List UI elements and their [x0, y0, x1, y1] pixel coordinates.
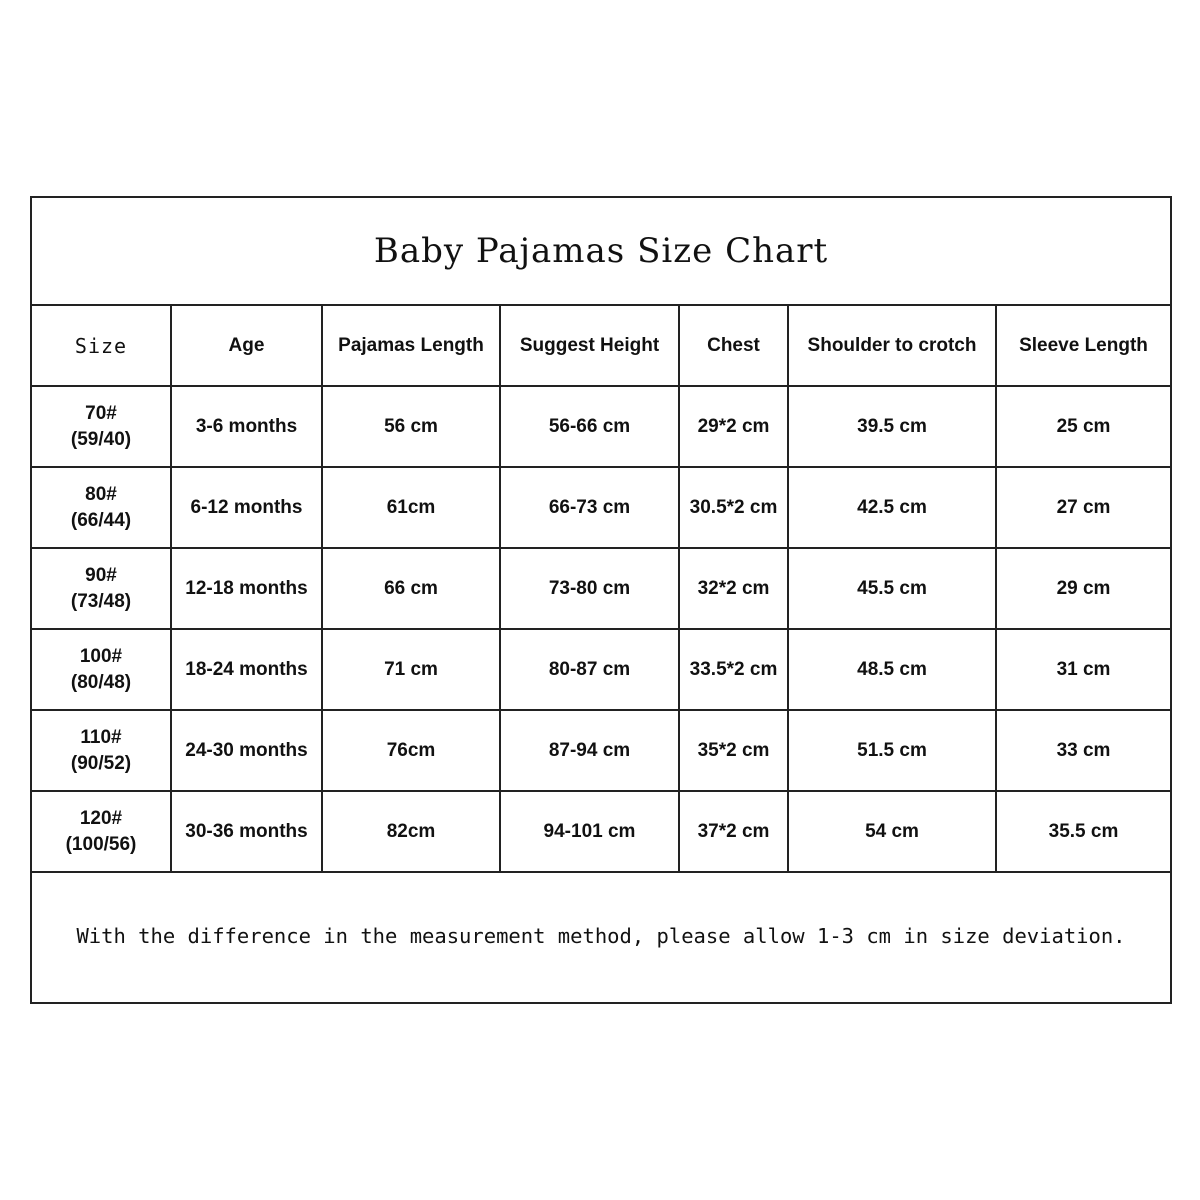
- measurement-note: With the difference in the measurement method, please allow 1-3 cm in size deviation.: [76, 924, 1126, 948]
- size-code: 100#: [79, 645, 123, 667]
- shoulder-to-crotch-cell: 54 cm: [788, 791, 996, 872]
- chest-cell: 35*2 cm: [679, 710, 788, 791]
- header-suggest-height: Suggest Height: [500, 306, 679, 386]
- size-code: 120#: [79, 807, 123, 829]
- size-chart: [30, 196, 1172, 1004]
- size-code: 70#: [85, 402, 117, 424]
- suggest-height-cell: 73-80 cm: [500, 548, 679, 629]
- age-cell: 18-24 months: [171, 629, 322, 710]
- size-measure: (90/52): [70, 752, 132, 774]
- header-pajamas-length: Pajamas Length: [322, 306, 500, 386]
- suggest-height-cell: 56-66 cm: [500, 386, 679, 467]
- shoulder-to-crotch-cell: 42.5 cm: [788, 467, 996, 548]
- size-code: 110#: [80, 726, 122, 748]
- sleeve-length-cell: 35.5 cm: [996, 791, 1170, 872]
- chest-cell: 30.5*2 cm: [679, 467, 788, 548]
- pajamas-length-cell: 76cm: [322, 710, 500, 791]
- chest-cell: 33.5*2 cm: [679, 629, 788, 710]
- size-measure: (59/40): [70, 428, 132, 450]
- age-cell: 12-18 months: [171, 548, 322, 629]
- size-measure: (80/48): [70, 671, 132, 693]
- size-code: 80#: [85, 483, 117, 505]
- pajamas-length-cell: 71 cm: [322, 629, 500, 710]
- table-row: [32, 629, 1170, 710]
- chest-cell: 32*2 cm: [679, 548, 788, 629]
- pajamas-length-cell: 82cm: [322, 791, 500, 872]
- header-age: Age: [171, 306, 322, 386]
- age-cell: 6-12 months: [171, 467, 322, 548]
- pajamas-length-cell: 61cm: [322, 467, 500, 548]
- suggest-height-cell: 87-94 cm: [500, 710, 679, 791]
- pajamas-length-cell: 56 cm: [322, 386, 500, 467]
- chart-title: Baby Pajamas Size Chart: [32, 198, 1170, 306]
- chest-cell: 37*2 cm: [679, 791, 788, 872]
- header-chest: Chest: [679, 306, 788, 386]
- size-measure: (100/56): [65, 833, 137, 855]
- size-measure: (73/48): [70, 590, 132, 612]
- age-cell: 3-6 months: [171, 386, 322, 467]
- size-code: 90#: [85, 564, 117, 586]
- sleeve-length-cell: 27 cm: [996, 467, 1170, 548]
- header-size: Size: [32, 306, 171, 386]
- suggest-height-cell: 66-73 cm: [500, 467, 679, 548]
- size-cell: [32, 548, 171, 629]
- shoulder-to-crotch-cell: 51.5 cm: [788, 710, 996, 791]
- size-cell: [32, 791, 171, 872]
- shoulder-to-crotch-cell: 48.5 cm: [788, 629, 996, 710]
- table-row: [32, 548, 1170, 629]
- size-table: [32, 306, 1170, 873]
- sleeve-length-cell: 33 cm: [996, 710, 1170, 791]
- suggest-height-cell: 80-87 cm: [500, 629, 679, 710]
- age-cell: 30-36 months: [171, 791, 322, 872]
- header-sleeve-length: Sleeve Length: [996, 306, 1170, 386]
- size-measure: (66/44): [70, 509, 132, 531]
- size-cell: [32, 467, 171, 548]
- size-cell: [32, 710, 171, 791]
- pajamas-length-cell: 66 cm: [322, 548, 500, 629]
- table-row: [32, 791, 1170, 872]
- header-row: [32, 306, 1170, 386]
- sleeve-length-cell: 29 cm: [996, 548, 1170, 629]
- chest-cell: 29*2 cm: [679, 386, 788, 467]
- table-row: [32, 467, 1170, 548]
- table-row: [32, 710, 1170, 791]
- shoulder-to-crotch-cell: 39.5 cm: [788, 386, 996, 467]
- size-cell: [32, 629, 171, 710]
- size-cell: [32, 386, 171, 467]
- suggest-height-cell: 94-101 cm: [500, 791, 679, 872]
- header-shoulder-to-crotch: Shoulder to crotch: [788, 306, 996, 386]
- sleeve-length-cell: 25 cm: [996, 386, 1170, 467]
- table-row: [32, 386, 1170, 467]
- age-cell: 24-30 months: [171, 710, 322, 791]
- sleeve-length-cell: 31 cm: [996, 629, 1170, 710]
- shoulder-to-crotch-cell: 45.5 cm: [788, 548, 996, 629]
